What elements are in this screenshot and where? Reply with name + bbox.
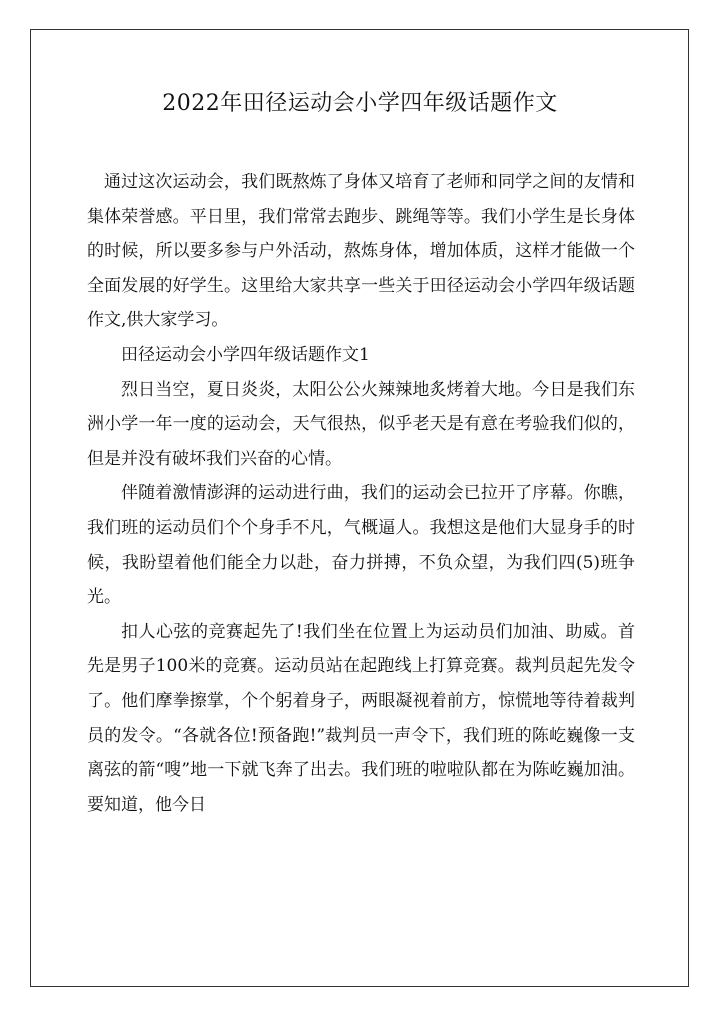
intro-paragraph: 通过这次运动会，我们既熬炼了身体又培育了老师和同学之间的友情和集体荣誉感。平日里，我们常常去跑步、跳绳等等。我们小学生是长身体的时候，所以要多参与户外活动，熬炼身体，增加体质，这样才能做一个全面发展的好学生。这里给大家共享一些关于田径运动会小学四年级话题作文,供大家学习。 bbox=[87, 172, 635, 331]
body-paragraph: 扣人心弦的竞赛起先了!我们坐在位置上为运动员们加油、助威。首先是男子100米的竞赛。运动员站在起跑线上打算竞赛。裁判员起先发令了。他们摩拳擦掌，个个躬着身子，两眼凝视着前方，惊慌地等待着裁判员的发令。“各就各位!预备跑!”裁判员一声令下，我们班的陈屹巍像一支离弦的箭“嗖”地一下就飞奔了出去。我们班的啦啦队都在为陈屹巍加油。要知道，他今日 bbox=[87, 621, 635, 815]
document-title: 2022年田径运动会小学四年级话题作文 bbox=[162, 91, 558, 116]
body-paragraph: 烈日当空，夏日炎炎，太阳公公火辣辣地炙烤着大地。今日是我们东洲小学一年一度的运动会，天气很热，似乎老天是有意在考验我们似的，但是并没有破坏我们兴奋的心情。 bbox=[87, 379, 635, 469]
body-paragraph: 伴随着激情澎湃的运动进行曲，我们的运动会已拉开了序幕。你瞧，我们班的运动员们个个身手不凡，气概逼人。我想这是他们大显身手的时候，我盼望着他们能全力以赴，奋力拼搏，不负众望，为我们四(5)班争光。 bbox=[87, 483, 635, 608]
essay-subtitle: 田径运动会小学四年级话题作文1 bbox=[121, 344, 370, 365]
document-body bbox=[87, 165, 635, 822]
